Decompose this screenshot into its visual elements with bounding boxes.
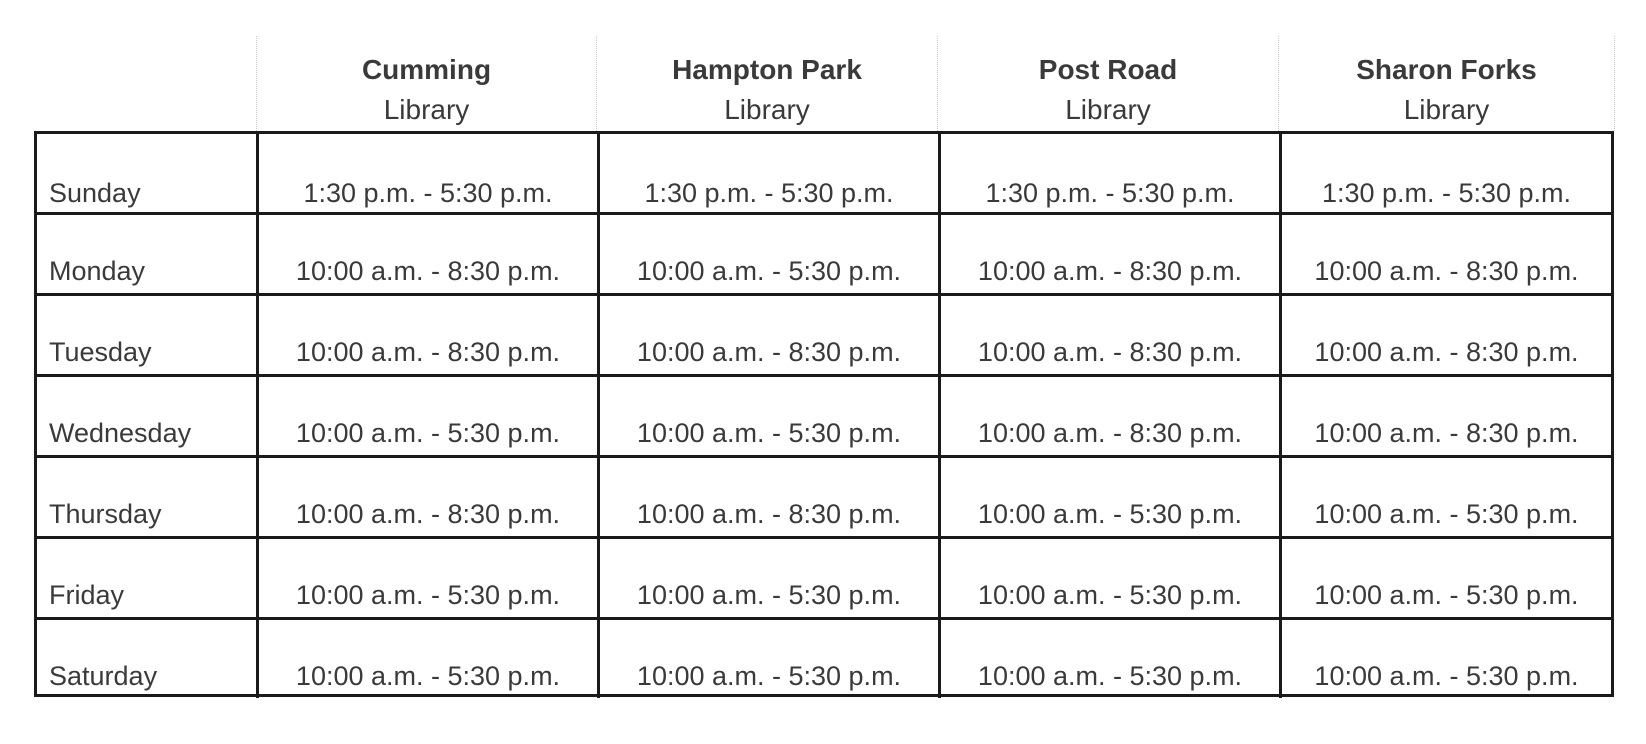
hours-text: 1:30 p.m. - 5:30 p.m. [1321, 178, 1572, 208]
hours-cell [1279, 539, 1611, 617]
hours-text: 10:00 a.m. - 8:30 p.m. [977, 256, 1243, 286]
hours-cell [256, 377, 597, 455]
hours-text: 10:00 a.m. - 8:30 p.m. [295, 256, 561, 286]
hours-text: 10:00 a.m. - 8:30 p.m. [636, 337, 902, 367]
hours-cell [938, 377, 1279, 455]
hours-cell [938, 296, 1279, 374]
hours-cell [1279, 134, 1611, 215]
column-header-line2: Library [1065, 94, 1151, 125]
table-row [37, 134, 1611, 215]
hours-cell [938, 458, 1279, 536]
hours-cell [256, 620, 597, 698]
hours-text: 10:00 a.m. - 8:30 p.m. [977, 418, 1243, 448]
column-header-sharon-forks [1278, 36, 1614, 131]
hours-cell [256, 539, 597, 617]
hours-cell [1279, 458, 1611, 536]
hours-cell [597, 296, 938, 374]
hours-text: 10:00 a.m. - 5:30 p.m. [636, 661, 902, 691]
hours-text: 10:00 a.m. - 5:30 p.m. [1314, 499, 1579, 529]
day-label: Sunday [49, 178, 141, 208]
day-label: Saturday [49, 661, 158, 691]
hours-text: 10:00 a.m. - 5:30 p.m. [295, 418, 561, 448]
hours-text: 10:00 a.m. - 5:30 p.m. [636, 256, 902, 286]
column-header-hampton-park [596, 36, 937, 131]
table-header [34, 36, 1614, 131]
hours-cell [1279, 215, 1611, 293]
column-header-line1: Post Road [1038, 54, 1178, 85]
table-row [37, 617, 1611, 698]
hours-cell [1279, 377, 1611, 455]
column-header-line1: Cumming [361, 54, 492, 85]
column-header-cumming [256, 36, 596, 131]
table-row [37, 293, 1611, 374]
hours-text: 10:00 a.m. - 8:30 p.m. [295, 337, 561, 367]
hours-cell [597, 539, 938, 617]
hours-cell [597, 458, 938, 536]
hours-cell [938, 539, 1279, 617]
column-header-line2: Library [724, 94, 810, 125]
header-right-gridline [1614, 36, 1615, 131]
hours-cell [597, 620, 938, 698]
table-row [37, 212, 1611, 293]
hours-cell [256, 296, 597, 374]
day-label: Monday [49, 256, 146, 286]
day-label: Thursday [49, 499, 162, 529]
hours-text: 10:00 a.m. - 5:30 p.m. [1314, 580, 1579, 610]
hours-cell [256, 215, 597, 293]
table-row [37, 455, 1611, 536]
hours-table [34, 131, 1614, 697]
hours-text: 10:00 a.m. - 8:30 p.m. [1314, 337, 1579, 367]
hours-cell [938, 134, 1279, 215]
hours-text: 10:00 a.m. - 5:30 p.m. [977, 499, 1243, 529]
hours-cell [256, 134, 597, 215]
hours-text: 10:00 a.m. - 8:30 p.m. [636, 499, 902, 529]
column-header-line1: Hampton Park [672, 54, 862, 85]
table-row [37, 536, 1611, 617]
table-row [37, 374, 1611, 455]
hours-text: 10:00 a.m. - 8:30 p.m. [1314, 256, 1579, 286]
day-cell [37, 458, 259, 536]
hours-text: 1:30 p.m. - 5:30 p.m. [644, 178, 894, 208]
hours-cell [597, 134, 938, 215]
hours-cell [597, 377, 938, 455]
hours-cell [597, 215, 938, 293]
hours-text: 10:00 a.m. - 5:30 p.m. [636, 580, 902, 610]
hours-cell [1279, 296, 1611, 374]
day-cell [37, 134, 259, 215]
hours-text: 10:00 a.m. - 5:30 p.m. [1314, 661, 1579, 691]
hours-cell [938, 215, 1279, 293]
column-header-post-road [937, 36, 1278, 131]
day-cell [37, 215, 259, 293]
day-cell [37, 296, 259, 374]
column-header-line2: Library [383, 94, 470, 125]
hours-text: 1:30 p.m. - 5:30 p.m. [303, 178, 553, 208]
hours-cell [938, 620, 1279, 698]
column-header-line1: Sharon Forks [1356, 54, 1537, 85]
day-cell [37, 620, 259, 698]
hours-text: 10:00 a.m. - 5:30 p.m. [977, 580, 1243, 610]
column-header-line2: Library [1403, 94, 1490, 125]
hours-text: 10:00 a.m. - 8:30 p.m. [977, 337, 1243, 367]
hours-text: 10:00 a.m. - 5:30 p.m. [977, 661, 1243, 691]
hours-text: 10:00 a.m. - 8:30 p.m. [1314, 418, 1579, 448]
hours-cell [256, 458, 597, 536]
hours-text: 10:00 a.m. - 5:30 p.m. [636, 418, 902, 448]
day-label: Wednesday [49, 418, 192, 448]
hours-cell [1279, 620, 1611, 698]
day-cell [37, 539, 259, 617]
day-cell [37, 377, 259, 455]
hours-text: 10:00 a.m. - 8:30 p.m. [295, 499, 561, 529]
hours-text: 10:00 a.m. - 5:30 p.m. [295, 661, 561, 691]
day-label: Tuesday [49, 337, 152, 367]
hours-text: 1:30 p.m. - 5:30 p.m. [985, 178, 1235, 208]
hours-text: 10:00 a.m. - 5:30 p.m. [295, 580, 561, 610]
day-label: Friday [49, 580, 125, 610]
